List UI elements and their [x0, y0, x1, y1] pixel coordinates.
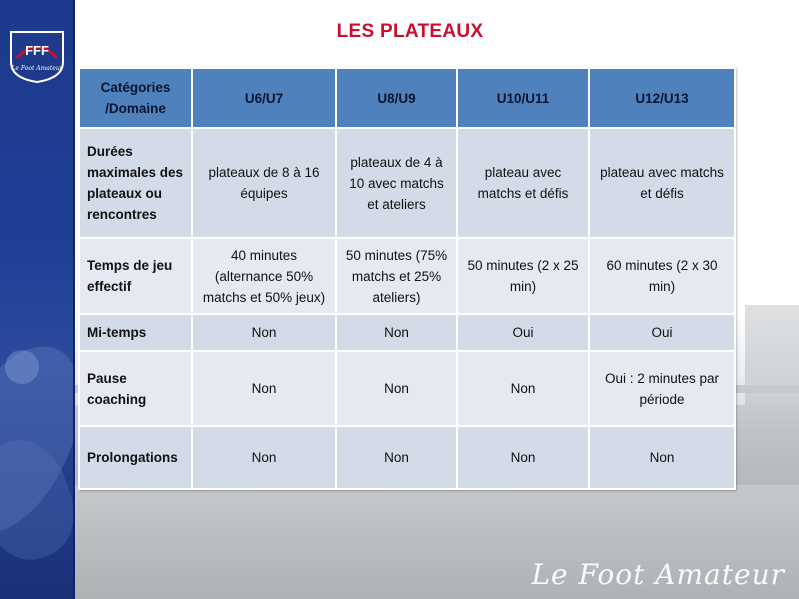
- row-label: Mi-temps: [79, 314, 192, 351]
- table-cell: Non: [457, 351, 589, 426]
- footer-brand: Le Foot Amateur: [531, 558, 785, 591]
- header-u12-u13: U12/U13: [589, 68, 735, 128]
- table-row: [79, 351, 735, 426]
- table-row: [79, 238, 735, 314]
- table-cell: 40 minutes (alternance 50% matchs et 50% jeux): [192, 238, 336, 314]
- table-cell: 50 minutes (75% matchs et 25% ateliers): [336, 238, 457, 314]
- table-row: [79, 128, 735, 238]
- row-label: Temps de jeu effectif: [79, 238, 192, 314]
- table-cell: Non: [457, 426, 589, 489]
- table-cell: 60 minutes (2 x 30 min): [589, 238, 735, 314]
- table-row: [79, 426, 735, 489]
- row-label: Prolongations: [79, 426, 192, 489]
- row-label: Pause coaching: [79, 351, 192, 426]
- sidebar-band: [0, 0, 75, 599]
- table-cell: plateau avec matchs et défis: [589, 128, 735, 238]
- table-cell: plateaux de 4 à 10 avec matchs et ateliers: [336, 128, 457, 238]
- fff-logo: [7, 28, 67, 84]
- table-cell: 50 minutes (2 x 25 min): [457, 238, 589, 314]
- plateaux-table: [78, 67, 736, 490]
- header-u10-u11: U10/U11: [457, 68, 589, 128]
- logo-letters: FFF: [25, 43, 49, 58]
- header-categories: Catégories /Domaine: [79, 68, 192, 128]
- table-cell: Oui: [589, 314, 735, 351]
- logo-tagline: Le Foot Amateur: [11, 65, 63, 72]
- ball-decoration: [5, 350, 39, 384]
- table-row: [79, 314, 735, 351]
- table-cell: Non: [192, 351, 336, 426]
- table-cell: Non: [336, 426, 457, 489]
- table-cell: plateau avec matchs et défis: [457, 128, 589, 238]
- table-cell: Non: [336, 314, 457, 351]
- table-cell: Oui: [457, 314, 589, 351]
- table-cell: Oui : 2 minutes par période: [589, 351, 735, 426]
- table-cell: plateaux de 8 à 16 équipes: [192, 128, 336, 238]
- table-cell: Non: [192, 426, 336, 489]
- row-label: Durées maximales des plateaux ou rencontres: [79, 128, 192, 238]
- table-cell: Non: [336, 351, 457, 426]
- table-cell: Non: [589, 426, 735, 489]
- table-header-row: [79, 68, 735, 128]
- table-cell: Non: [192, 314, 336, 351]
- page-title: LES PLATEAUX: [336, 21, 484, 42]
- header-u8-u9: U8/U9: [336, 68, 457, 128]
- header-u6-u7: U6/U7: [192, 68, 336, 128]
